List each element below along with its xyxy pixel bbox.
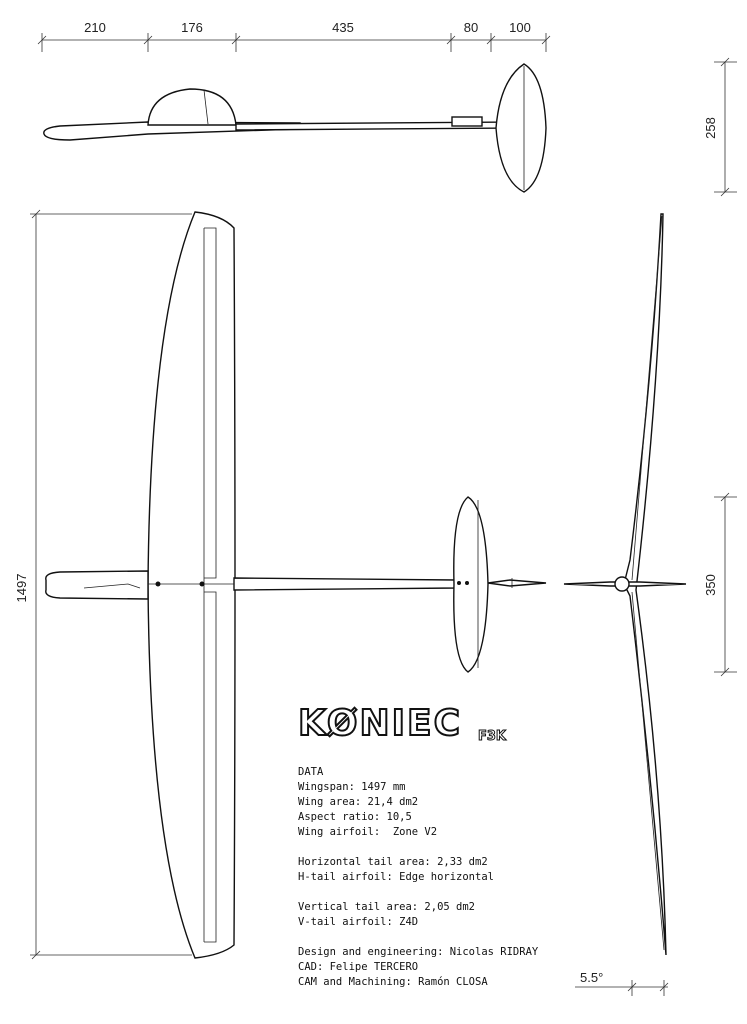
dim-fin-height: 350 [703, 574, 718, 596]
spec-cad: CAD: Felipe TERCERO [298, 961, 419, 973]
side-view [44, 64, 546, 192]
spec-wing-area: Wing area: 21,4 dm2 [298, 796, 419, 808]
side-height-dimension [703, 58, 737, 196]
front-view [564, 214, 686, 955]
dim-tail-offset: 80 [463, 20, 479, 35]
spec-design: Design and engineering: Nicolas RIDRAY [298, 946, 539, 958]
dihedral-dimension [575, 970, 668, 996]
spec-heading: DATA [298, 766, 324, 778]
dim-tail-chord: 100 [509, 20, 531, 35]
dim-dihedral: 5.5° [580, 970, 604, 985]
top-dimension-chain [38, 20, 550, 52]
fin-height-dimension [703, 493, 737, 676]
spec-htail-airfoil: H-tail airfoil: Edge horizontal [298, 871, 494, 883]
spec-wingspan: Wingspan: 1497 mm [298, 781, 406, 793]
dim-wing-section: 176 [181, 20, 203, 35]
spec-wing-airfoil: Wing airfoil: Zone V2 [298, 826, 438, 838]
spec-sheet [298, 765, 538, 990]
spec-vtail-airfoil: V-tail airfoil: Z4D [298, 916, 419, 928]
spec-htail-area: Horizontal tail area: 2,33 dm2 [298, 856, 488, 868]
brand-logo: KØNIEC [298, 703, 463, 744]
spec-vtail-area: Vertical tail area: 2,05 dm2 [298, 901, 476, 913]
spec-cam: CAM and Machining: Ramón CLOSA [298, 976, 488, 988]
dim-tail-boom: 435 [332, 20, 354, 35]
brand-subtitle: F3K [478, 729, 506, 744]
dim-fuselage-nose: 210 [84, 20, 106, 35]
dim-wingspan: 1497 [14, 573, 29, 603]
spec-aspect-ratio: Aspect ratio: 10,5 [298, 811, 412, 823]
dim-height: 258 [703, 117, 718, 139]
